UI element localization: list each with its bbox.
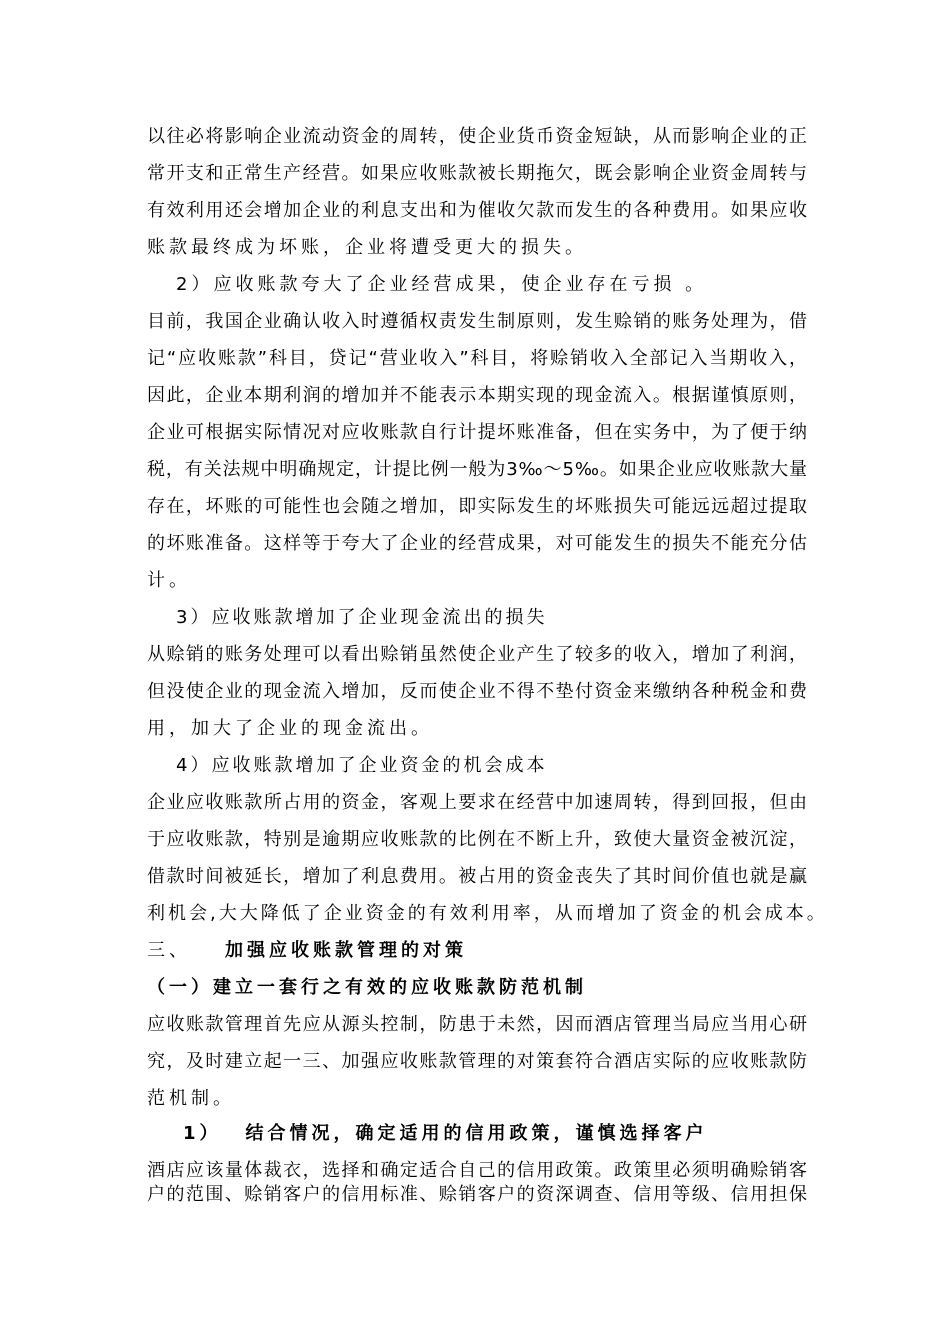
text-line: 酒店应该量体裁衣，选择和确定适合自己的信用政策。政策里必须明确赊销客 — [147, 1160, 807, 1181]
text-line: 户的范围、赊销客户的信用标准、赊销客户的资深调查、信用等级、信用担保 — [147, 1184, 807, 1205]
text-line: 企业可根据实际情况对应收账款自行计提坏账准备，但在实务中，为了便于纳 — [147, 422, 807, 443]
text-line: 但没使企业的现金流入增加，反而使企业不得不垫付资金来缴纳各种税金和费 — [147, 681, 807, 702]
point-heading — [183, 1123, 708, 1145]
text-line: 目前，我国企业确认收入时遵循权责发生制原则，发生赊销的账务处理为，借 — [147, 311, 807, 332]
heading-point-2: 2）应收账款夸大了企业经营成果，使企业存在亏损 。 — [176, 274, 708, 295]
point-number: 1） — [183, 1123, 222, 1144]
text-line: 究，及时建立起一三、加强应收账款管理的对策套符合酒店实际的应收账款防 — [147, 1051, 807, 1072]
text-line: 应收账款管理首先应从源头控制，防患于未然，因而酒店管理当局应当用心研 — [147, 1014, 807, 1035]
text-line: 账款最终成为坏账，企业将遭受更大的损失。 — [147, 237, 587, 258]
text-line: 因此，企业本期利润的增加并不能表示本期实现的现金流入。根据谨慎原则， — [147, 385, 807, 406]
subsection-heading: （一）建立一套行之有效的应收账款防范机制 — [147, 977, 587, 998]
section-title: 加强应收账款管理的对策 — [225, 940, 467, 961]
text-line: 从赊销的账务处理可以看出赊销虽然使企业产生了较多的收入，增加了利润， — [147, 644, 807, 665]
text-line: 税，有关法规中明确规定，计提比例一般为3‰～5‰。如果企业应收账款大量 — [147, 459, 807, 480]
text-line: 用，加大了企业的现金流出。 — [147, 718, 433, 739]
text-line: 借款时间被延长，增加了利息费用。被占用的资金丧失了其时间价值也就是赢 — [147, 866, 807, 887]
point-title: 结合情况，确定适用的信用政策，谨慎选择客户 — [245, 1123, 708, 1144]
section-number: 三、 — [147, 940, 191, 961]
text-line: 记“应收账款”科目，贷记“营业收入”科目，将赊销收入全部记入当期收入， — [147, 348, 807, 369]
heading-point-4: 4）应收账款增加了企业资金的机会成本 — [176, 755, 548, 776]
text-line: 有效利用还会增加企业的利息支出和为催收欠款而发生的各种费用。如果应收 — [147, 200, 807, 221]
text-line: 企业应收账款所占用的资金，客观上要求在经营中加速周转，得到回报，但由 — [147, 792, 807, 813]
text-line: 存在，坏账的可能性也会随之增加，即实际发生的坏账损失可能远远超过提取 — [147, 496, 807, 517]
text-line: 计。 — [147, 570, 191, 591]
section-heading — [147, 940, 467, 962]
heading-point-3: 3）应收账款增加了企业现金流出的损失 — [176, 607, 548, 628]
text-line: 于应收账款，特别是逾期应收账款的比例在不断上升，致使大量资金被沉淀， — [147, 829, 807, 850]
text-line: 范机制。 — [147, 1088, 235, 1109]
text-line: 的坏账准备。这样等于夸大了企业的经营成果，对可能发生的损失不能充分估 — [147, 533, 807, 554]
text-line: 常开支和正常生产经营。如果应收账款被长期拖欠，既会影响企业资金周转与 — [147, 163, 807, 184]
text-line: 以往必将影响企业流动资金的周转，使企业货币资金短缺，从而影响企业的正 — [147, 126, 807, 147]
text-line: 利机会,大大降低了企业资金的有效利用率，从而增加了资金的机会成本。 — [147, 903, 828, 924]
